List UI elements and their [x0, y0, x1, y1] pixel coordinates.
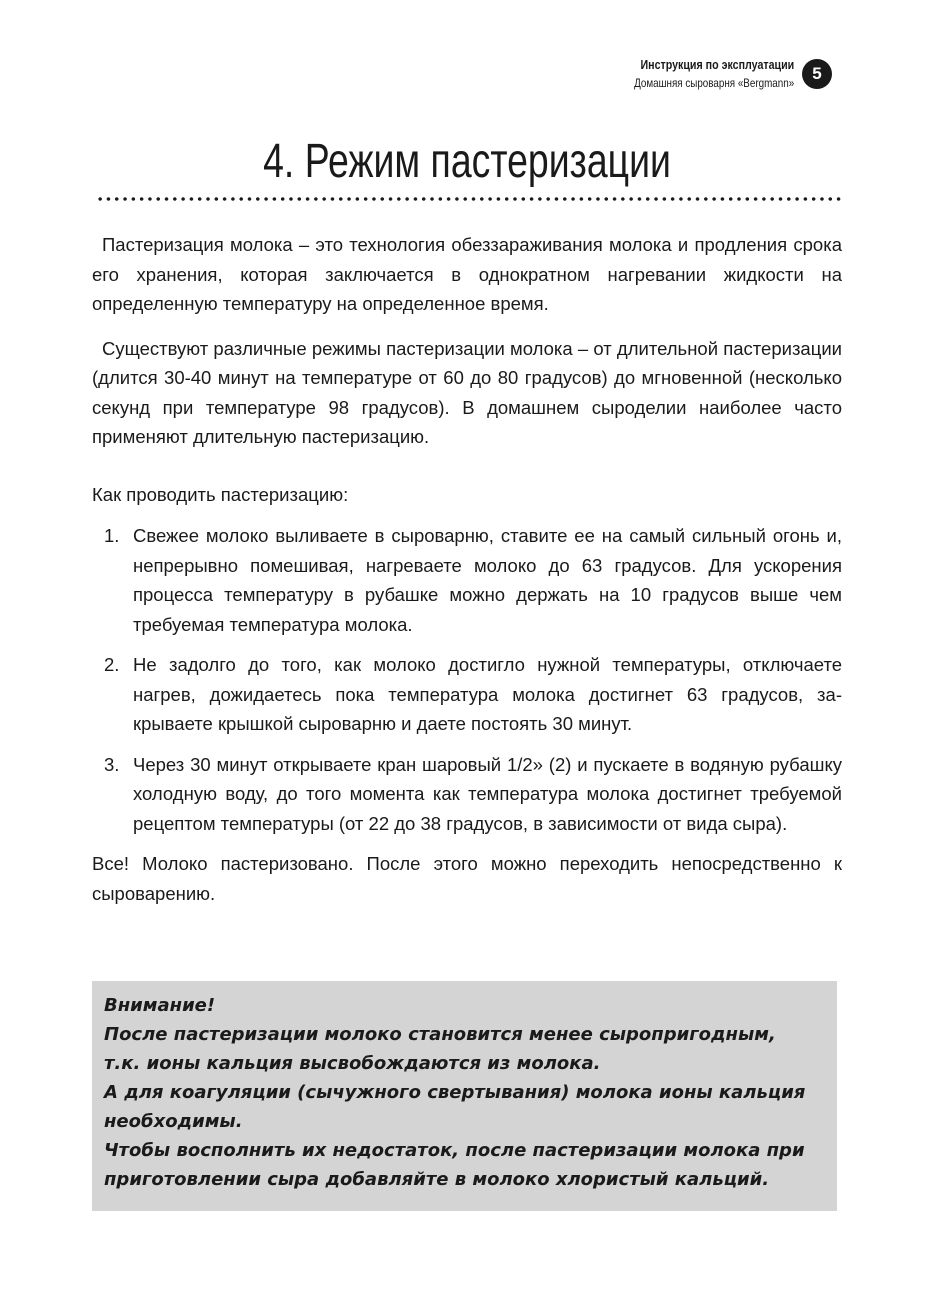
warning-line: необходимы.	[104, 1111, 243, 1132]
warning-line: После пастеризации молоко становится менее сыропригодным,	[104, 1024, 776, 1045]
step-text: Не задолго до того, как молоко достигло нужной температуры, отключаете нагрев, дожидаетесь пока температура молока достигнет 63 градусов, закрываете крышкой сыроварню и даете постоять 30 минут.	[133, 654, 842, 734]
list-item	[92, 650, 842, 739]
running-header	[599, 56, 794, 92]
step-text: Свежее молоко выливаете в сыроварню, ставите ее на самый сильный огонь и, непрерывно помешивая, нагреваете молоко до 63 градусов. Для ускорения процесса температуру в рубашке можно держать на 10 градусов выше чем требуемая температура молока.	[133, 525, 842, 635]
warning-line: т.к. ионы кальция высвобождаются из молока.	[104, 1053, 601, 1074]
page-number-badge: 5	[802, 59, 832, 89]
step-number: 1.	[104, 525, 120, 546]
page-title: 4. Режим пастеризации	[263, 135, 671, 188]
main-content	[92, 230, 842, 908]
paragraph-definition: Пастеризация молока – это технология обеззараживания молока и продления срока его хранения, которая заключается в однократном нагревании жидкости на определенную температуру на определенное время.	[92, 234, 842, 314]
steps-list	[92, 521, 842, 838]
warning-line: приготовлении сыра добавляйте в молоко хлористый кальций.	[104, 1169, 770, 1190]
conclusion-paragraph: Все! Молоко пастеризовано. После этого можно переходить непосредственно к сыроварению.	[92, 853, 842, 904]
header-subtitle: Домашняя сыроварня «Bergmann»	[633, 76, 794, 90]
step-text: Через 30 минут открываете кран шаровый 1/2» (2) и пускаете в водяную рубашку холодную воду, до того момента как температура молока достигнет требуемой рецептом температуры (от 22 до 38 градусов, в зависимости от вида сыра).	[133, 753, 842, 834]
step-number: 3.	[104, 753, 120, 775]
warning-line: Чтобы восполнить их недостаток, после пастеризации молока при	[104, 1140, 805, 1161]
dotted-divider	[96, 196, 842, 202]
warning-line: А для коагуляции (сычужного свертывания) молока ионы кальция	[104, 1082, 806, 1103]
header-title: Инструкция по эксплуатации	[640, 57, 794, 72]
warning-heading: Внимание!	[104, 995, 216, 1016]
list-item	[92, 521, 842, 639]
paragraph-modes: Существуют различные режимы пастеризации молока – от длительной пастеризации (длится 30-40 минут на температуре от 60 до 80 градусов) до мгновенной (несколько секунд при температуре 98 градусов). В домашнем сыроделии наиболее часто применяют длительную пастеризацию.	[92, 337, 842, 447]
warning-box	[92, 981, 837, 1211]
steps-intro: Как проводить пастеризацию:	[92, 483, 349, 505]
list-item	[92, 750, 842, 839]
step-number: 2.	[104, 654, 120, 675]
